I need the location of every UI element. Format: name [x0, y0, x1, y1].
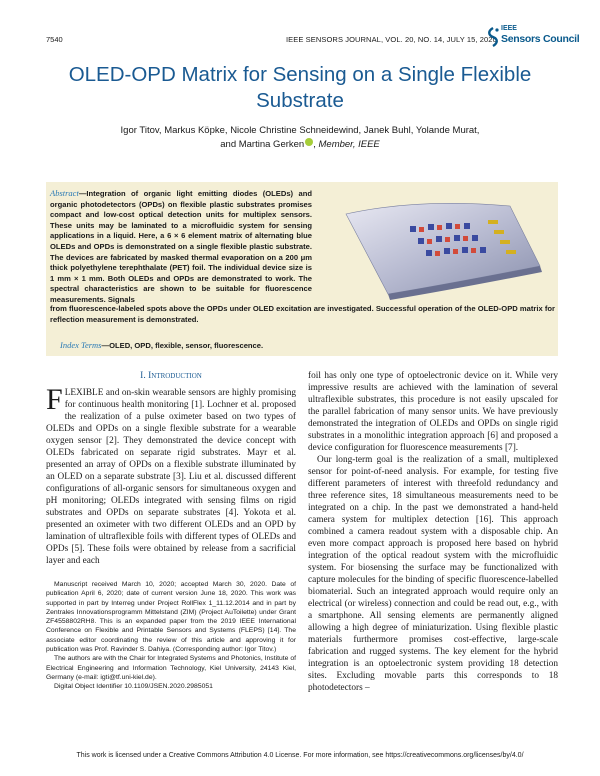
- intro-text: LEXIBLE and on-skin wearable sensors are highly promising for continuous health monitoring [1]. Lochner et al. proposed the realization of a pulse oximeter based on two types of OLEDs and OPDs on a single flexible substrate for a wearable oxygen sensor [2]. They demonstrated the device concept with OLEDs fabricated on separate rigid substrates. Mayr et al. presented an array of OPDs on a flexible substrate illuminated by an OLED on a separate substrate [3]. Liu et al. discussed different configurations of all-organic sensors for simultaneous oxygen and pH monitoring; OLEDs integrated with sensing films on rigid substrates and OPDs on separate substrates [4]. Yokota et al. presented an oximeter with two different OLEDs and an OPD by lamination of ultraflexible foils with different types of OLEDs and OPDs [5]. These foils were obtained by release from a sacrificial layer and each: [46, 388, 296, 566]
- abstract-body-1: —Integration of organic light emitting diodes (OLEDs) and organic photodetectors (OPDs) on flexible plastic substrates promises compact and low-cost optical detection units for multiplex sensors. These units may be laminated to a microfluidic system for sensing applications in a liquid. Here, a 6 × 6 element matrix of alternating blue OLEDs and OPDs is demonstrated on a single flexible plastic substrate. The devices are fabricated by masked thermal evaporation on a 200 μm thick polyethylene terephthalate (PET) foil. The individual device size is 1 mm × 1 mm. Both OLEDs and OPDs are demonstrated to work. The spectral characteristics are shown to be suitable for fluorescence measurements. Signals: [50, 189, 312, 304]
- footnote-doi: Digital Object Identifier 10.1109/JSEN.2020.2985051: [54, 683, 213, 691]
- page-header: [46, 25, 580, 52]
- page-number: 7540: [46, 35, 63, 44]
- index-terms-list: —OLED, OPD, flexible, sensor, fluorescence.: [101, 341, 264, 350]
- col2-paragraph-2: Our long-term goal is the realization of a small, multiplexed sensor for point-of-need analysis. For example, for testing five different parameters of interest with threefold redundancy and three reference sites, 18 simultaneous measurements need to be integrated on a chip. In the past we demonstrated a hand-held camera system for multiplex detection [16]. This approach combined a camera readout system with a disposable chip. An even more compact approach is proposed here based on hybrid integration of the optical readout system with the microfluidic system. For biosensing the surface may be functionalized with capture molecules for the binding of specific fluorescence-labelled biomaterial. Such an integrated approach would require only an electrical (or wireless) connection and could be read out, e.g., with a smartphone. All sensing elements are permanently aligned allowing a high degree of miniaturization. Using flexible plastic materials furthermore promises cost-effective, large-scale fabrication and rugged systems. The key element for the hybrid integration is an optoelectronic system providing 18 detection sites. Excluding movable parts this corresponds to 18 photodetectors –: [308, 455, 558, 693]
- intro-paragraph: [46, 383, 296, 567]
- authors-line-1: Igor Titov, Markus Köpke, Nicole Christine Schneidewind, Janek Buhl, Yolande Murat,: [120, 125, 480, 136]
- authors-line-2: [80, 138, 520, 152]
- last-author: and Martina Gerken: [220, 139, 305, 150]
- author-list: [80, 124, 520, 152]
- flexible-substrate-graphic: [346, 203, 542, 300]
- left-column: [46, 370, 296, 567]
- logo-council-text: Sensors Council: [501, 33, 580, 45]
- sensors-council-logo-icon: [486, 27, 500, 47]
- index-terms-label: Index Terms: [60, 340, 102, 350]
- logo-ieee-text: IEEE: [501, 25, 517, 32]
- journal-citation: IEEE SENSORS JOURNAL, VOL. 20, NO. 14, JULY 15, 2020: [286, 35, 497, 44]
- ieee-sensors-council-logo: [486, 24, 580, 52]
- membership-grade: Member, IEEE: [318, 139, 380, 150]
- drop-cap: F: [46, 383, 63, 416]
- footnote-manuscript: Manuscript received March 10, 2020; accepted March 30, 2020. Date of publication April 6, 2020; date of current version June 18, 2020. This work was supported in part by Interreg under Project RollFlex 1_11.12.2014 and in part by Zentrales Innovationsprogramm Mittelstand (ZIM) (Project AuToilette) under Grant ZF4558802RH8. This is an expanded paper from the 2019 IEEE International Conference on Flexible and Printable Sensors and Systems (FLEPS) [14]. The associate editor coordinating the review of this article and approving it for publication was Prof. Ravinder S. Dahiya. (Corresponding author: Igor Titov.): [46, 581, 296, 654]
- index-terms: [60, 340, 263, 350]
- col2-paragraph-1: foil has only one type of optoelectronic device on it. While very impressive results are achieved with the lamination of several ultraflexible substrates, this procedure is not easily upscaled for the parallel fabrication of many sensor units. We have previously demonstrated the integration of OLEDs and OPDs on single rigid substrates in a monolithic integration approach [6] and proposed a device configuration for fluorescence measurements [7].: [308, 371, 558, 453]
- section-heading: I. Introduction: [140, 371, 202, 381]
- footnote: [46, 580, 296, 692]
- abstract-wrapped-text: [50, 188, 312, 306]
- footnote-affiliation: The authors are with the Chair for Integrated Systems and Photonics, Institute of Electrical Engineering and Information Technology, Kiel University, 24143 Kiel, Germany (e-mail: igti@tf.uni-kiel.de).: [46, 655, 296, 681]
- member-separator: ,: [313, 139, 316, 150]
- abstract-full-width-text: from fluorescence-labeled spots above the OPDs under OLED excitation are investigated. Successful operation of the OLED-OPD matrix for reflection measurement is demonstrated.: [50, 304, 555, 324]
- paper-title: OLED-OPD Matrix for Sensing on a Single Flexible Substrate: [68, 63, 532, 112]
- abstract-label: Abstract: [50, 188, 79, 198]
- graphical-abstract-figure: [328, 192, 550, 300]
- right-column: [308, 370, 558, 694]
- license-footer: This work is licensed under a Creative Commons Attribution 4.0 License. For more information, see https://creativecommons.org/licenses/by/4.0/: [76, 752, 524, 759]
- abstract-box: [46, 182, 558, 356]
